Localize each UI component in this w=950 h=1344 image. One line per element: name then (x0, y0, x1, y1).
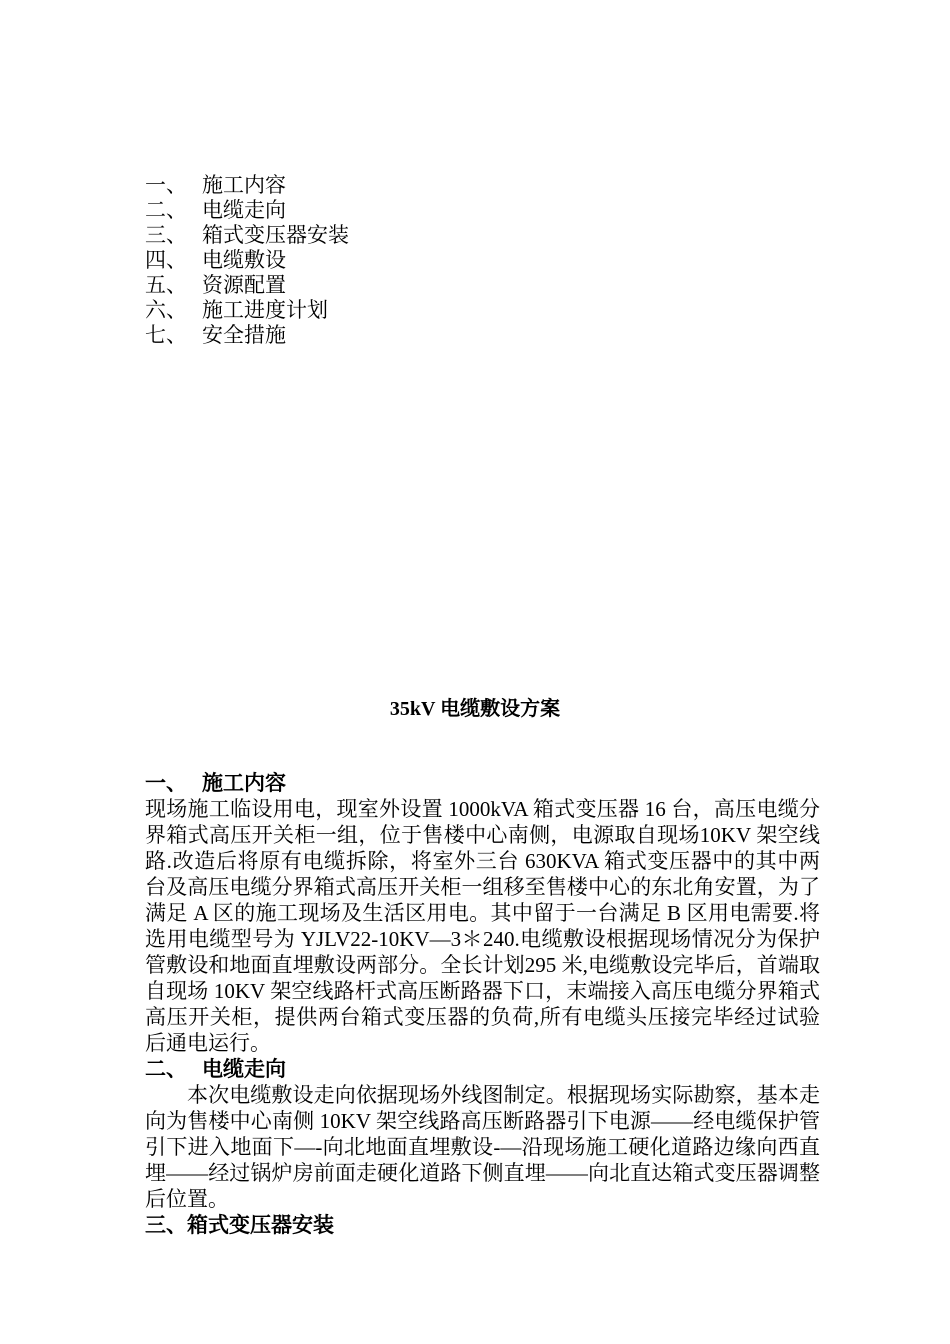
toc-item-label: 箱式变压器安装 (202, 223, 349, 247)
toc-item-number: 五、 (145, 273, 187, 297)
section-heading-construction-content (145, 770, 820, 796)
toc-item-number: 四、 (145, 248, 187, 272)
toc-item[interactable] (145, 298, 349, 323)
toc-item[interactable] (145, 273, 349, 298)
toc-item-number: 六、 (145, 298, 187, 322)
toc-item[interactable] (145, 248, 349, 273)
document-body (145, 770, 820, 1238)
section-title: 箱式变压器安装 (187, 1213, 334, 1237)
toc-item-label: 电缆敷设 (202, 248, 286, 272)
toc-item-label: 施工进度计划 (202, 298, 328, 322)
section-number: 一、 (145, 771, 187, 795)
toc-item[interactable] (145, 198, 349, 223)
section-number: 二、 (145, 1057, 187, 1081)
toc-item[interactable] (145, 223, 349, 248)
section-title: 电缆走向 (202, 1057, 286, 1081)
section-number: 三、 (145, 1213, 187, 1237)
section-title: 施工内容 (202, 771, 286, 795)
section-paragraph-cable-route: 本次电缆敷设走向依据现场外线图制定。根据现场实际勘察，基本走向为售楼中心南侧 10KV 架空线路高压断路器引下电源——经电缆保护管引下进入地面下—-向北地面直埋敷设-—沿现场施工硬化道路边缘向西直埋——经过锅炉房前面走硬化道路下侧直埋——向北直达箱式变压器调整后位置。 (145, 1083, 820, 1211)
toc-item[interactable] (145, 323, 349, 348)
toc-item-number: 一、 (145, 173, 187, 197)
table-of-contents (145, 173, 349, 348)
toc-item-label: 施工内容 (202, 173, 286, 197)
section-heading-transformer-installation (145, 1212, 820, 1238)
document-title: 35kV 电缆敷设方案 (389, 698, 561, 720)
toc-item-number: 七、 (145, 323, 187, 347)
toc-item[interactable] (145, 173, 349, 198)
toc-item-number: 二、 (145, 198, 187, 222)
toc-item-label: 电缆走向 (202, 198, 286, 222)
toc-item-number: 三、 (145, 223, 187, 247)
section-paragraph-construction-content: 现场施工临设用电，现室外设置 1000kVA 箱式变压器 16 台，高压电缆分界箱式高压开关柜一组，位于售楼中心南侧，电源取自现场10KV 架空线路.改造后将原有电缆拆除，将室外三台 630KVA 箱式变压器中的其中两台及高压电缆分界箱式高压开关柜一组移至售楼中心的东北角安置，为了满足 A 区的施工现场及生活区用电。其中留于一台满足 B 区用电需要.将选用电缆型号为 YJLV22-10KV—3＊240.电缆敷设根据现场情况分为保护管敷设和地面直埋敷设两部分。全长计划295 米,电缆敷设完毕后，首端取自现场 10KV 架空线路杆式高压断路器下口，末端接入高压电缆分界箱式高压开关柜，提供两台箱式变压器的负荷,所有电缆头压接完毕经过试验后通电运行。 (145, 797, 820, 1055)
toc-item-label: 资源配置 (202, 273, 286, 297)
section-heading-cable-route (145, 1056, 820, 1082)
toc-item-label: 安全措施 (202, 323, 286, 347)
